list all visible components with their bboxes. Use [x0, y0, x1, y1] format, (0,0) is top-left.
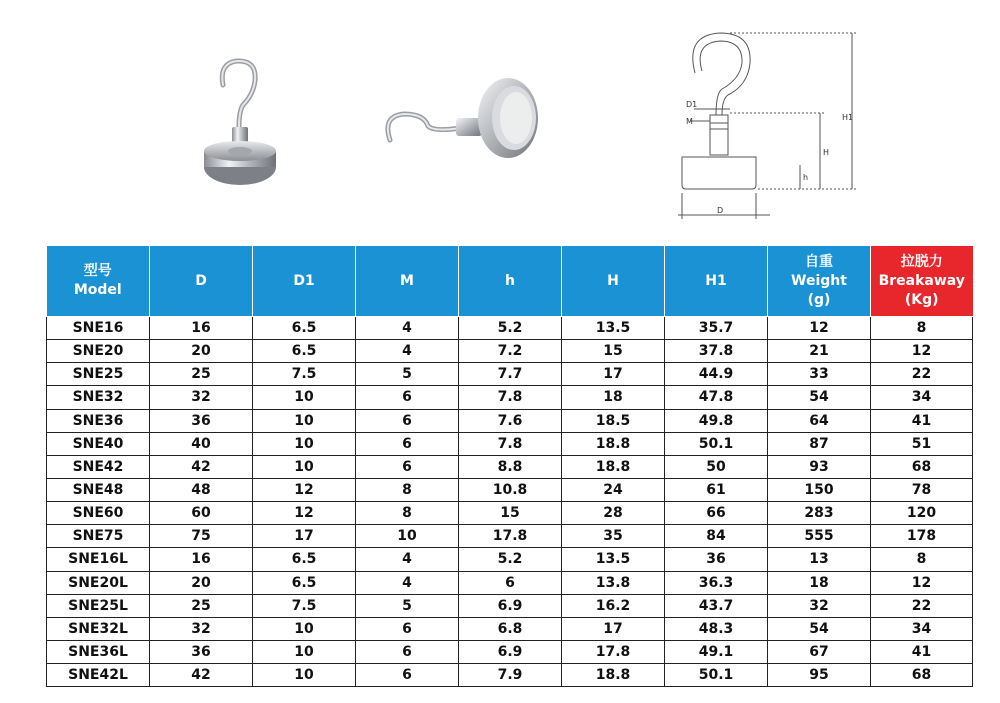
cell-h-small: 6.9	[459, 640, 562, 663]
cell-d1: 10	[253, 432, 356, 455]
cell-d: 60	[150, 502, 253, 525]
header-breakaway: 拉脱力 Breakaway (Kg)	[871, 246, 973, 317]
cell-h-small: 7.6	[459, 409, 562, 432]
cell-h-big: 18	[562, 386, 665, 409]
cell-breakaway: 8	[871, 317, 973, 340]
cell-model: SNE40	[47, 432, 150, 455]
cell-d1: 6.5	[253, 340, 356, 363]
magnet-hook-side-photo	[380, 70, 540, 170]
cell-h-small: 5.2	[459, 317, 562, 340]
cell-h-small: 7.7	[459, 363, 562, 386]
cell-h-small: 6	[459, 571, 562, 594]
cell-d1: 10	[253, 664, 356, 687]
cell-d: 16	[150, 317, 253, 340]
diagram-label-m: M	[686, 117, 693, 126]
cell-model: SNE20L	[47, 571, 150, 594]
table-row	[47, 432, 973, 455]
cell-d: 16	[150, 548, 253, 571]
cell-m: 6	[356, 409, 459, 432]
cell-h-big: 24	[562, 478, 665, 501]
cell-weight: 54	[768, 617, 871, 640]
cell-d1: 7.5	[253, 363, 356, 386]
cell-model: SNE25	[47, 363, 150, 386]
header-model: 型号 Model	[47, 246, 150, 317]
diagram-label-d: D	[717, 206, 724, 215]
cell-h1: 48.3	[665, 617, 768, 640]
cell-h-small: 6.8	[459, 617, 562, 640]
table-row	[47, 525, 973, 548]
cell-d: 32	[150, 617, 253, 640]
cell-weight: 95	[768, 664, 871, 687]
cell-m: 6	[356, 617, 459, 640]
cell-h1: 50.1	[665, 432, 768, 455]
cell-m: 4	[356, 340, 459, 363]
cell-breakaway: 41	[871, 640, 973, 663]
cell-h-small: 10.8	[459, 478, 562, 501]
cell-model: SNE20	[47, 340, 150, 363]
table-row	[47, 386, 973, 409]
cell-weight: 13	[768, 548, 871, 571]
cell-d: 42	[150, 455, 253, 478]
header-d1: D1	[253, 246, 356, 317]
cell-d: 25	[150, 363, 253, 386]
diagram-label-d1: D1	[686, 100, 698, 109]
cell-h-big: 13.8	[562, 571, 665, 594]
cell-breakaway: 22	[871, 363, 973, 386]
header-weight: 自重 Weight (g)	[768, 246, 871, 317]
cell-h-big: 15	[562, 340, 665, 363]
cell-m: 10	[356, 525, 459, 548]
diagram-label-h-big: H	[823, 148, 830, 157]
cell-m: 4	[356, 317, 459, 340]
cell-h-big: 35	[562, 525, 665, 548]
cell-model: SNE60	[47, 502, 150, 525]
cell-weight: 54	[768, 386, 871, 409]
cell-h1: 50.1	[665, 664, 768, 687]
table-row	[47, 502, 973, 525]
cell-weight: 87	[768, 432, 871, 455]
cell-model: SNE48	[47, 478, 150, 501]
cell-model: SNE32	[47, 386, 150, 409]
table-row	[47, 478, 973, 501]
cell-m: 6	[356, 640, 459, 663]
cell-h-small: 8.8	[459, 455, 562, 478]
table-row	[47, 340, 973, 363]
cell-h-big: 16.2	[562, 594, 665, 617]
cell-weight: 18	[768, 571, 871, 594]
cell-h1: 50	[665, 455, 768, 478]
cell-breakaway: 12	[871, 571, 973, 594]
cell-weight: 21	[768, 340, 871, 363]
cell-breakaway: 8	[871, 548, 973, 571]
cell-h-small: 7.8	[459, 386, 562, 409]
cell-d: 32	[150, 386, 253, 409]
table-row	[47, 571, 973, 594]
cell-h-small: 17.8	[459, 525, 562, 548]
table-row	[47, 617, 973, 640]
cell-d1: 7.5	[253, 594, 356, 617]
table-row	[47, 548, 973, 571]
cell-weight: 67	[768, 640, 871, 663]
cell-m: 6	[356, 386, 459, 409]
cell-weight: 283	[768, 502, 871, 525]
cell-d: 20	[150, 571, 253, 594]
header-h-small: h	[459, 246, 562, 317]
cell-breakaway: 41	[871, 409, 973, 432]
cell-model: SNE42	[47, 455, 150, 478]
cell-h-big: 17.8	[562, 640, 665, 663]
cell-d1: 10	[253, 617, 356, 640]
cell-weight: 93	[768, 455, 871, 478]
cell-h-big: 17	[562, 363, 665, 386]
table-row	[47, 455, 973, 478]
cell-h1: 44.9	[665, 363, 768, 386]
cell-d1: 10	[253, 455, 356, 478]
table-row	[47, 640, 973, 663]
cell-h-small: 7.9	[459, 664, 562, 687]
cell-m: 5	[356, 594, 459, 617]
cell-h1: 49.1	[665, 640, 768, 663]
cell-h-small: 15	[459, 502, 562, 525]
cell-breakaway: 120	[871, 502, 973, 525]
cell-d: 48	[150, 478, 253, 501]
cell-weight: 32	[768, 594, 871, 617]
cell-d1: 17	[253, 525, 356, 548]
cell-model: SNE42L	[47, 664, 150, 687]
header-d: D	[150, 246, 253, 317]
table-row	[47, 594, 973, 617]
cell-h-big: 13.5	[562, 317, 665, 340]
magnet-hook-front-photo	[195, 55, 295, 195]
cell-d1: 6.5	[253, 571, 356, 594]
cell-h-big: 18.8	[562, 432, 665, 455]
cell-h1: 37.8	[665, 340, 768, 363]
cell-h-small: 5.2	[459, 548, 562, 571]
cell-model: SNE16	[47, 317, 150, 340]
header-h1: H1	[665, 246, 768, 317]
diagram-label-h-small: h	[803, 173, 809, 182]
cell-d: 20	[150, 340, 253, 363]
cell-m: 6	[356, 664, 459, 687]
table-row	[47, 317, 973, 340]
cell-model: SNE32L	[47, 617, 150, 640]
cell-d: 42	[150, 664, 253, 687]
cell-h-big: 28	[562, 502, 665, 525]
spec-table	[46, 246, 973, 687]
cell-d1: 12	[253, 502, 356, 525]
table-row	[47, 409, 973, 432]
table-row	[47, 664, 973, 687]
cell-m: 4	[356, 548, 459, 571]
cell-d1: 10	[253, 640, 356, 663]
cell-model: SNE36L	[47, 640, 150, 663]
cell-model: SNE25L	[47, 594, 150, 617]
cell-h-small: 6.9	[459, 594, 562, 617]
cell-d1: 12	[253, 478, 356, 501]
cell-m: 8	[356, 478, 459, 501]
cell-d1: 6.5	[253, 317, 356, 340]
cell-h1: 43.7	[665, 594, 768, 617]
cell-model: SNE75	[47, 525, 150, 548]
header-h-big: H	[562, 246, 665, 317]
cell-h-big: 18.8	[562, 455, 665, 478]
cell-breakaway: 22	[871, 594, 973, 617]
cell-weight: 12	[768, 317, 871, 340]
cell-m: 8	[356, 502, 459, 525]
cell-h1: 36	[665, 548, 768, 571]
cell-d: 36	[150, 409, 253, 432]
cell-d: 75	[150, 525, 253, 548]
cell-d: 25	[150, 594, 253, 617]
cell-weight: 33	[768, 363, 871, 386]
cell-h1: 49.8	[665, 409, 768, 432]
cell-h1: 66	[665, 502, 768, 525]
cell-model: SNE16L	[47, 548, 150, 571]
dimension-diagram	[670, 25, 860, 225]
cell-breakaway: 178	[871, 525, 973, 548]
cell-weight: 64	[768, 409, 871, 432]
table-row	[47, 363, 973, 386]
cell-d1: 10	[253, 409, 356, 432]
cell-m: 6	[356, 455, 459, 478]
cell-h-small: 7.8	[459, 432, 562, 455]
cell-h1: 47.8	[665, 386, 768, 409]
cell-m: 4	[356, 571, 459, 594]
cell-d1: 6.5	[253, 548, 356, 571]
cell-h-big: 17	[562, 617, 665, 640]
cell-breakaway: 51	[871, 432, 973, 455]
cell-breakaway: 78	[871, 478, 973, 501]
cell-breakaway: 68	[871, 455, 973, 478]
cell-weight: 555	[768, 525, 871, 548]
diagram-label-h1: H1	[842, 113, 854, 122]
cell-h-small: 7.2	[459, 340, 562, 363]
cell-h1: 61	[665, 478, 768, 501]
cell-h-big: 13.5	[562, 548, 665, 571]
cell-d: 40	[150, 432, 253, 455]
cell-breakaway: 12	[871, 340, 973, 363]
header-m: M	[356, 246, 459, 317]
cell-breakaway: 34	[871, 386, 973, 409]
cell-h-big: 18.5	[562, 409, 665, 432]
cell-m: 5	[356, 363, 459, 386]
cell-weight: 150	[768, 478, 871, 501]
cell-h1: 35.7	[665, 317, 768, 340]
cell-m: 6	[356, 432, 459, 455]
cell-model: SNE36	[47, 409, 150, 432]
cell-d1: 10	[253, 386, 356, 409]
cell-h1: 84	[665, 525, 768, 548]
header-row	[47, 246, 973, 317]
cell-h1: 36.3	[665, 571, 768, 594]
spec-table-body	[47, 317, 973, 687]
cell-h-big: 18.8	[562, 664, 665, 687]
cell-breakaway: 34	[871, 617, 973, 640]
cell-d: 36	[150, 640, 253, 663]
cell-breakaway: 68	[871, 664, 973, 687]
